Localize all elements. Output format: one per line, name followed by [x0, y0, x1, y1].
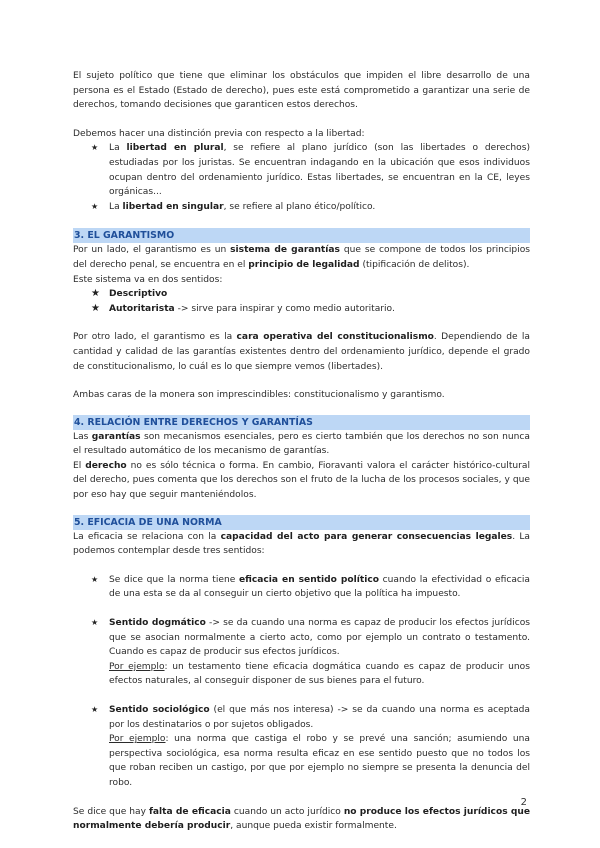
bold-term: Descriptivo: [109, 289, 168, 300]
list-item: [73, 287, 530, 302]
document-page: [73, 69, 530, 834]
bold-term: falta de eficacia: [148, 806, 231, 817]
text: La: [109, 201, 123, 212]
list-item: [73, 703, 530, 791]
text: : un testamento tiene eficacia dogmática cuando es capaz de producir unos efectos naturales, al conseguir disponer de sus bienes para el futuro.: [109, 661, 530, 687]
text: son mecanismos esenciales, pero es cierto también que los derechos no son nunca el resultado automático de los mecanismo de garantías.: [73, 431, 530, 457]
intro-paragraph: El sujeto político que tiene que eliminar los obstáculos que impiden el libre desarrollo de una persona es el Estado (Estado de derecho), pues este está comprometido a garantizar una serie de derechos, tomando decisiones que garanticen estos derechos.: [73, 71, 530, 111]
bold-term: cara operativa del constitucionalismo: [236, 332, 434, 343]
garantias-paragraph: [73, 430, 530, 459]
text: La eficacia se relaciona con la: [73, 531, 221, 542]
bold-term: eficacia en sentido político: [238, 574, 379, 585]
bold-term: Sentido sociológico: [109, 705, 210, 715]
bold-term: derecho: [85, 460, 127, 471]
text: La: [109, 143, 127, 154]
text: (tipificación de delitos).: [359, 259, 470, 270]
example-label: Por ejemplo: [109, 661, 165, 672]
text: Se dice que hay: [73, 806, 149, 817]
text: Las: [73, 431, 92, 442]
list-item: [73, 200, 530, 215]
star-bullet-icon: ★: [91, 143, 99, 153]
falta-eficacia-paragraph: [73, 805, 530, 834]
bold-term: Autoritarista: [109, 303, 175, 314]
list-item: [73, 616, 530, 689]
page-number: 2: [520, 797, 527, 808]
text: Se dice que la norma tiene: [109, 574, 239, 585]
star-bullet-icon: ★: [91, 201, 99, 211]
text: , se refiere al plano ético/político.: [223, 201, 376, 212]
text: (el que más nos interesa) -> se da cuando una norma es aceptada por los destinatarios o por sujetos obligados.: [109, 705, 531, 730]
sentidos-intro: Este sistema va en dos sentidos:: [73, 274, 223, 285]
cara-operativa-paragraph: [73, 330, 530, 374]
text: -> se da cuando una norma es capaz de producir los efectos jurídicos que se asocian normalmente a cierto acto, como por ejemplo un contrato o testamento. Cuando es capaz de producir sus efectos jurídicos.: [109, 618, 530, 658]
liberty-intro: Debemos hacer una distinción previa con respecto a la libertad:: [73, 128, 365, 139]
text: Por otro lado, el garantismo es la: [73, 332, 237, 343]
text: , aunque pueda existir formalmente.: [230, 821, 397, 832]
garantismo-paragraph: [73, 243, 530, 272]
text: cuando la efectividad o eficacia de una esta se da al conseguir un cierto objetivo que la política ha impuesto.: [109, 574, 530, 600]
section-heading-eficacia: 5. EFICACIA DE UNA NORMA: [73, 515, 530, 530]
text: no es sólo técnica o forma. En cambio, Fioravanti valora el carácter histórico-cultural del derecho, pues comenta que los derechos son el fruto de la lucha de los procesos sociales, y que por eso hay que seguir manteniéndolos.: [73, 460, 530, 501]
text: -> sirve para inspirar y como medio autoritario.: [174, 303, 395, 314]
list-item: [73, 573, 530, 602]
eficacia-list: [73, 573, 530, 791]
star-bullet-icon: ★: [91, 618, 99, 628]
text: cuando un acto jurídico: [230, 806, 344, 817]
section-heading-garantismo: 3. EL GARANTISMO: [73, 228, 530, 243]
liberty-list: [73, 141, 530, 214]
text: : una norma que castiga el robo y se prevé una sanción; asumiendo una perspectiva sociológica, esa norma resulta eficaz en ese sentido puesto que no todos los que roban reciben un castigo, por que por ejemplo no siempre se presenta la denuncia del robo.: [109, 734, 530, 788]
star-bullet-icon: ★: [91, 288, 100, 300]
list-item: [73, 141, 530, 199]
bold-term: garantías: [91, 431, 141, 442]
text: . Dependiendo de la cantidad y calidad de las garantías existentes dentro del ordenamiento jurídico, depende el grado de constitucionalismo, lo cuál es lo que siempre vemos (libertades).: [73, 332, 530, 372]
bold-term: libertad en singular: [122, 201, 224, 212]
star-bullet-icon: ★: [91, 574, 99, 584]
ambas-caras-paragraph: Ambas caras de la monera son imprescindibles: constitucionalismo y garantismo.: [73, 390, 445, 401]
text: El: [73, 460, 86, 471]
bold-term: principio de legalidad: [248, 259, 360, 270]
text: . La podemos contemplar desde tres sentidos:: [73, 531, 530, 557]
bold-term: no produce los efectos jurídicos que normalmente debería producir: [73, 806, 530, 832]
example-label: Por ejemplo: [109, 734, 166, 745]
bold-term: libertad en plural: [126, 143, 224, 154]
text: , se refiere al plano jurídico (son las libertades o derechos) estudiadas por los juristas. Se encuentran indagando en la ubicación que esos individuos ocupan dentro del ordenamiento jurídico. Estas libertades, se encuentran en la CE, leyes orgánicas...: [109, 143, 531, 198]
sentidos-list: [73, 287, 530, 316]
bold-term: sistema de garantías: [230, 245, 340, 256]
text: que se compone de todos los principios del derecho penal, se encuentra en el: [73, 245, 530, 270]
derecho-paragraph: [73, 459, 530, 503]
section-heading-derechos-garantias: 4. RELACIÓN ENTRE DERECHOS Y GARANTÍAS: [73, 415, 530, 430]
bold-term: capacidad del acto para generar consecuencias legales: [220, 531, 513, 542]
text: Por un lado, el garantismo es un: [73, 245, 231, 256]
bold-term: Sentido dogmático: [109, 618, 206, 629]
star-bullet-icon: ★: [91, 705, 99, 714]
list-item: [73, 302, 530, 317]
star-bullet-icon: ★: [91, 302, 100, 314]
eficacia-intro-paragraph: [73, 530, 530, 559]
